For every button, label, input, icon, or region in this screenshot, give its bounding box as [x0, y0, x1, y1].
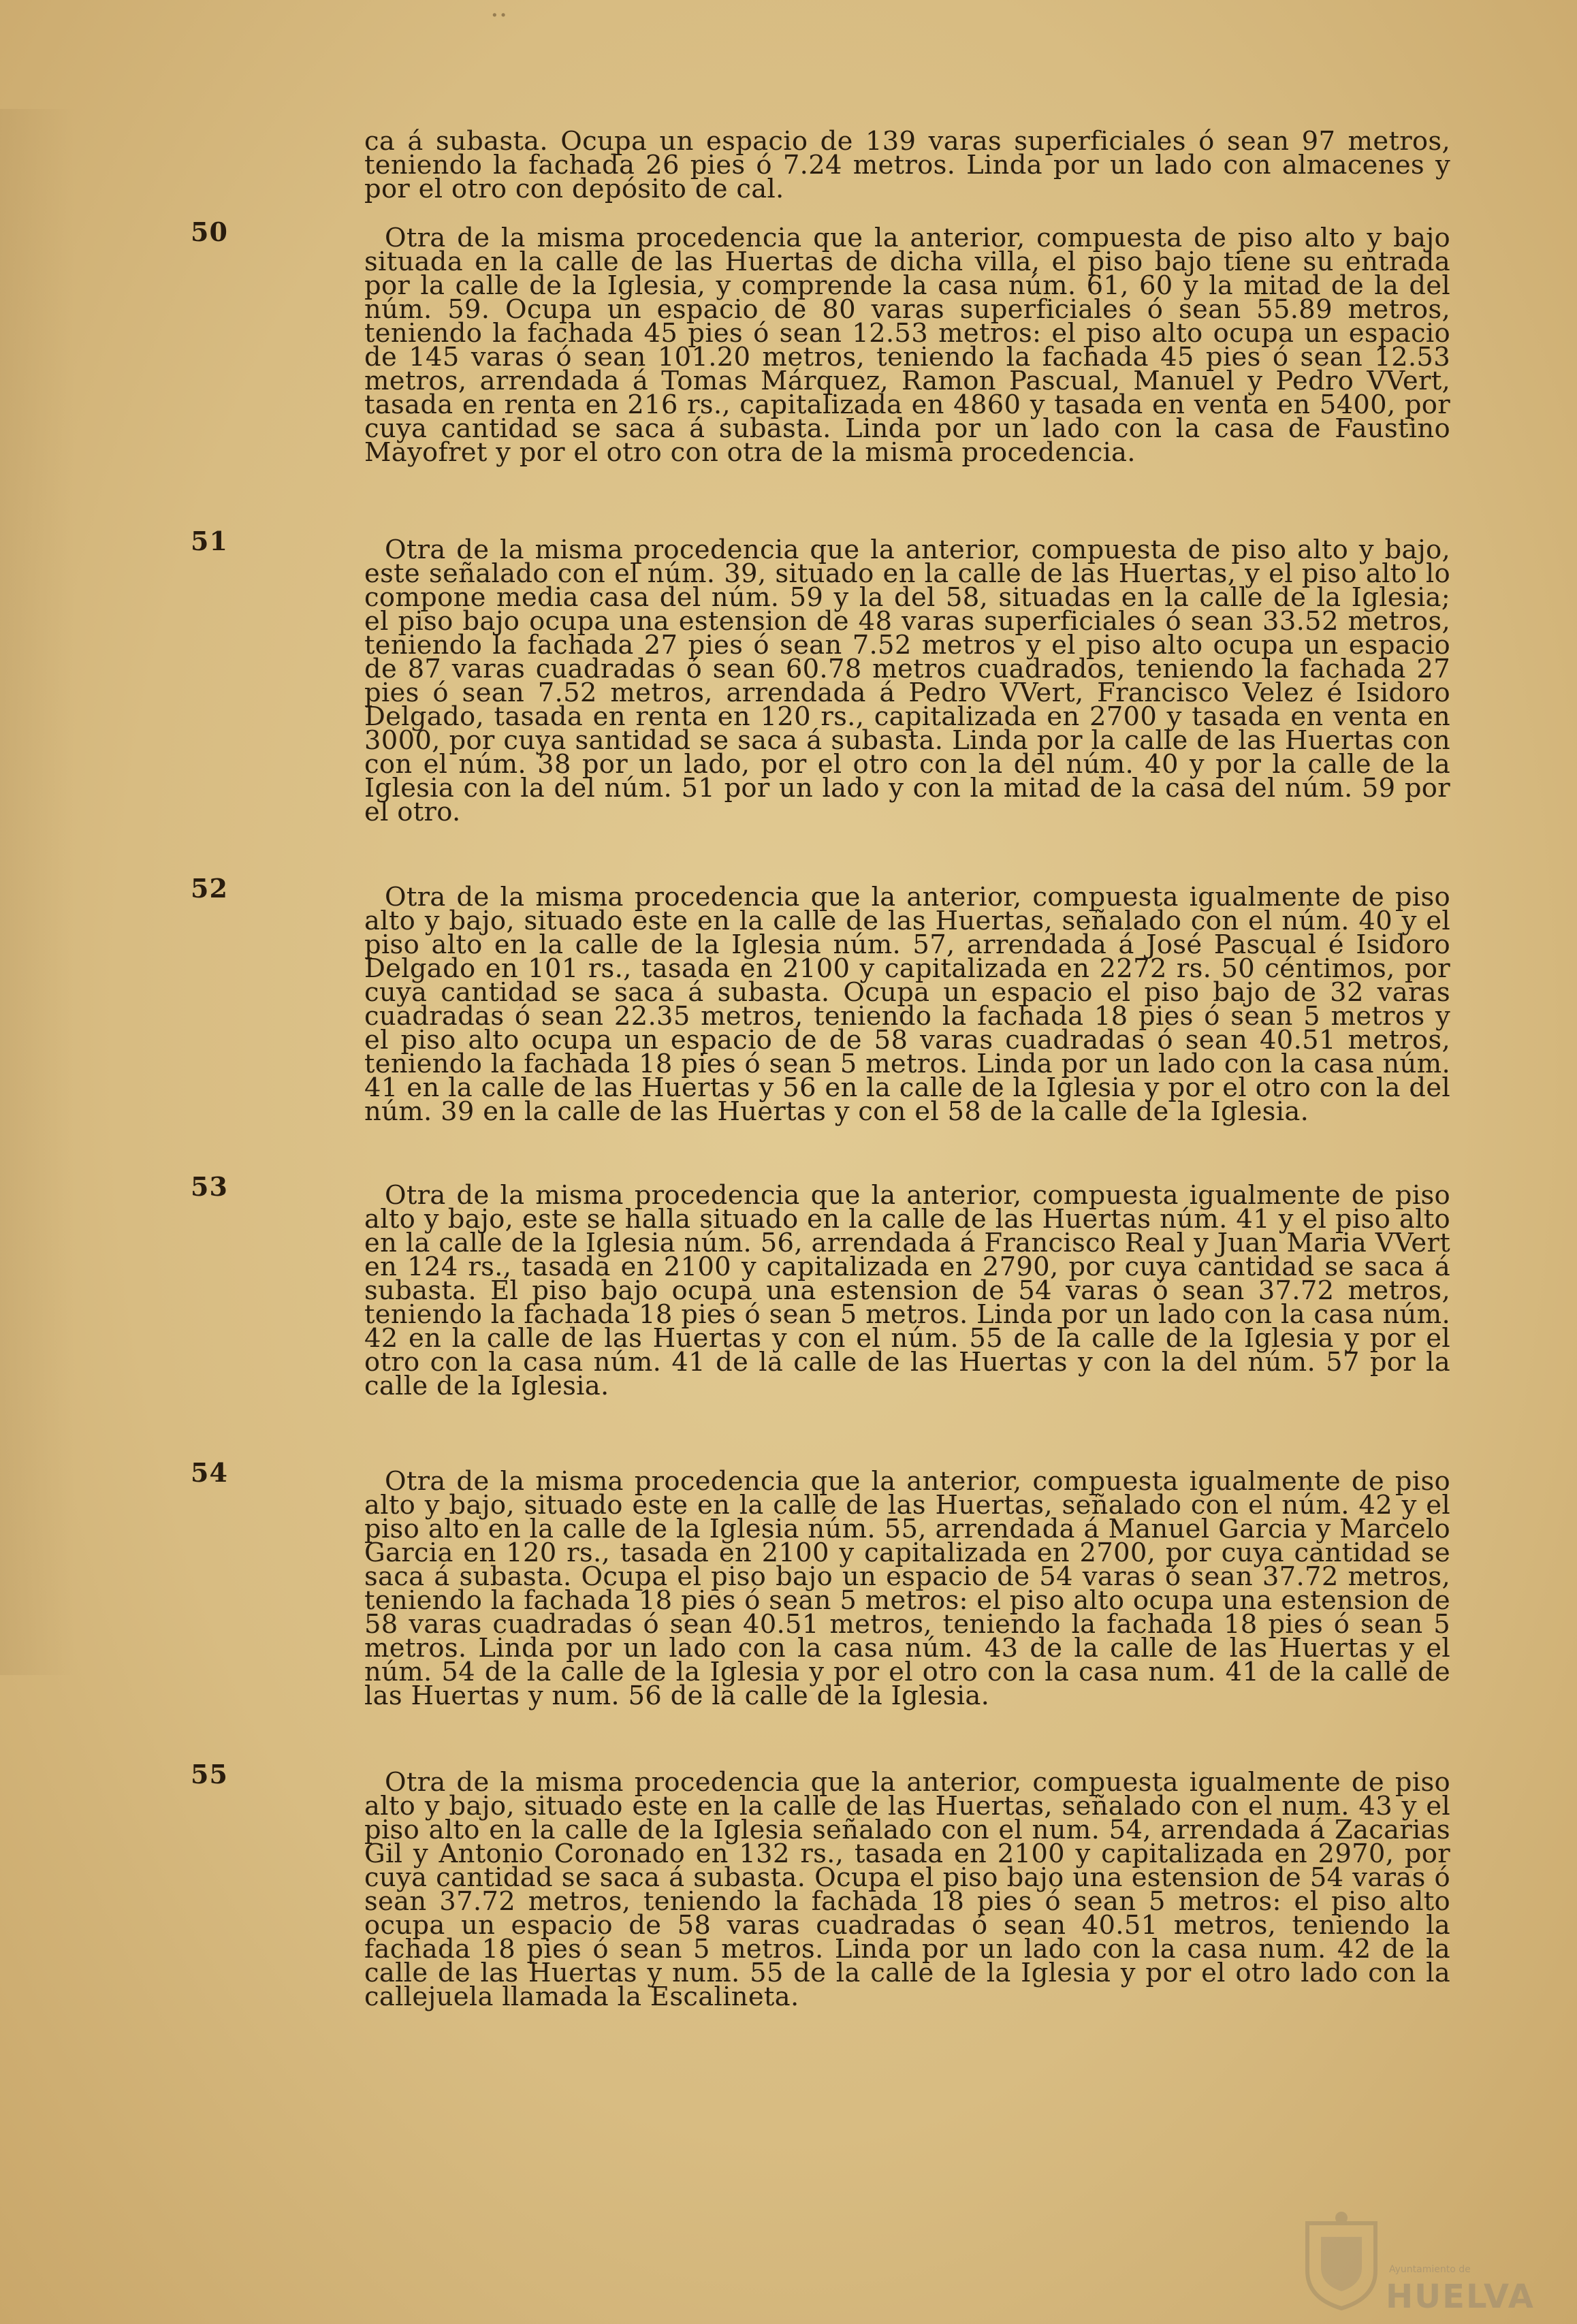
entry-number-51: 51 — [191, 526, 228, 556]
paragraph: Otra de la misma procedencia que la anterior, compuesta de piso alto y bajo situada en la calle de las Huertas de dicha villa, el piso bajo tiene su entrada por la calle de la Iglesia, y comprende la casa núm. 61, 60 y la mitad de la del núm. 59. Ocupa un espacio de 80 varas superficiales ó sean 55.89 metros, teniendo la fachada 45 pies ó sean 12.53 metros: el piso alto ocupa un espacio de 145 varas ó sean 101.20 metros, teniendo la fachada 45 pies ó sean 12.53 metros, arrendada á Tomas Márquez, Ramon Pascual, Manuel y Pedro VVert, tasada en renta en 216 rs., capitalizada en 4860 y tasada en venta en 5400, por cuya cantidad se saca á subasta. Linda por un lado con la casa de Faustino Mayofret y por el otro con otra de la misma procedencia. — [364, 223, 1450, 468]
paragraph: Otra de la misma procedencia que la anterior, compuesta igualmente de piso alto y bajo, situado este en la calle de las Huertas, señalado con el núm. 42 y el piso alto en la calle de la Iglesia núm. 55, arrendada á Manuel Garcia y Marcelo Garcia en 120 rs., tasada en 2100 y capitalizada en 2700, por cuya cantidad se saca á subasta. Ocupa el piso bajo un espacio de 54 varas ó sean 37.72 metros, teniendo la fachada 18 pies ó sean 5 metros: el piso alto ocupa una estension de 58 varas cuadradas ó sean 40.51 metros, teniendo la fachada 18 pies ó sean 5 metros. Linda por un lado con la casa núm. 43 de la calle de las Huertas y el núm. 54 de la calle de la Iglesia y por el otro con la casa num. 41 de la calle de las Huertas y num. 56 de la calle de la Iglesia. — [364, 1466, 1450, 1711]
entry-number-50: 50 — [191, 217, 228, 247]
entry-text-54 — [364, 1466, 1450, 1711]
entry-text-52 — [364, 882, 1450, 1127]
crest-icon — [1280, 2210, 1403, 2312]
watermark-name: HUELVA — [1386, 2278, 1535, 2316]
entry-text-53 — [364, 1180, 1450, 1401]
entry-text-51 — [364, 535, 1450, 827]
entry-text-55 — [364, 1767, 1450, 2012]
entry-number-53: 53 — [191, 1171, 228, 1202]
paragraph: Otra de la misma procedencia que la anterior, compuesta igualmente de piso alto y bajo, situado este en la calle de las Huertas, señalado con el núm. 40 y el piso alto en la calle de la Iglesia núm. 57, arrendada á José Pascual é Isidoro Delgado en 101 rs., tasada en 2100 y capitalizada en 2272 rs. 50 céntimos, por cuya cantidad se saca á subasta. Ocupa un espacio el piso bajo de 32 varas cuadradas ó sean 22.35 metros, teniendo la fachada 18 pies ó sean 5 metros y el piso alto ocupa un espacio de de 58 varas cuadradas ó sean 40.51 metros, teniendo la fachada 18 pies ó sean 5 metros. Linda por un lado con la casa núm. 41 en la calle de las Huertas y 56 en la calle de la Iglesia y por el otro con la del núm. 39 en la calle de las Huertas y con el 58 de la calle de la Iglesia. — [364, 882, 1450, 1127]
bleed-through-shadow — [0, 109, 75, 1675]
top-mark: ·· — [490, 0, 508, 31]
watermark-small-text: Ayuntamiento de — [1389, 2264, 1471, 2275]
paragraph: Otra de la misma procedencia que la anterior, compuesta igualmente de piso alto y bajo, situado este en la calle de las Huertas, señalado con el num. 43 y el piso alto en la calle de la Iglesia señalado con el num. 54, arrendada á Zacarias Gil y Antonio Coronado en 132 rs., tasada en 2100 y capitalizada en 2970, por cuya cantidad se saca á subasta. Ocupa el piso bajo una estension de 54 varas ó sean 37.72 metros, teniendo la fachada 18 pies ó sean 5 metros: el piso alto ocupa un espacio de 58 varas cuadradas ó sean 40.51 metros, teniendo la fachada 18 pies ó sean 5 metros. Linda por un lado con la casa num. 42 de la calle de las Huertas y num. 55 de la calle de la Iglesia y por el otro lado con la callejuela llamada la Escalineta. — [364, 1767, 1450, 2012]
entry-text-continued — [364, 126, 1450, 204]
entry-number-52: 52 — [191, 873, 228, 904]
paragraph: Otra de la misma procedencia que la anterior, compuesta de piso alto y bajo, este señalado con el núm. 39, situado en la calle de las Huertas, y el piso alto lo compone media casa del núm. 59 y la del 58, situadas en la calle de la Iglesia; el piso bajo ocupa una estension de 48 varas superficiales ó sean 33.52 metros, teniendo la fachada 27 pies ó sean 7.52 metros y el piso alto ocupa un espacio de 87 varas cuadradas ó sean 60.78 metros cuadrados, teniendo la fachada 27 pies ó sean 7.52 metros, arrendada á Pedro VVert, Francisco Velez é Isidoro Delgado, tasada en renta en 120 rs., capitalizada en 2700 y tasada en venta en 3000, por cuya santidad se saca á subasta. Linda por la calle de las Huertas con con el núm. 38 por un lado, por el otro con la del núm. 40 y por la calle de la Iglesia con la del núm. 51 por un lado y con la mitad de la casa del núm. 59 por el otro. — [364, 535, 1450, 827]
entry-number-54: 54 — [191, 1457, 228, 1488]
entry-number-55: 55 — [191, 1759, 228, 1789]
entry-text-50 — [364, 223, 1450, 468]
paragraph: Otra de la misma procedencia que la anterior, compuesta igualmente de piso alto y bajo, este se halla situado en la calle de las Huertas núm. 41 y el piso alto en la calle de la Iglesia núm. 56, arrendada á Francisco Real y Juan Maria VVert en 124 rs., tasada en 2100 y capitalizada en 2790, por cuya cantidad se saca á subasta. El piso bajo ocupa una estension de 54 varas ó sean 37.72 metros, teniendo la fachada 18 pies ó sean 5 metros. Linda por un lado con la casa núm. 42 en la calle de las Huertas y con el núm. 55 de la calle de la Iglesia y por el otro con la casa núm. 41 de la calle de las Huertas y con la del núm. 57 por la calle de la Iglesia. — [364, 1180, 1450, 1401]
paragraph: ca á subasta. Ocupa un espacio de 139 varas superficiales ó sean 97 metros, teniendo la fachada 26 pies ó 7.24 metros. Linda por un lado con almacenes y por el otro con depósito de cal. — [364, 126, 1450, 204]
